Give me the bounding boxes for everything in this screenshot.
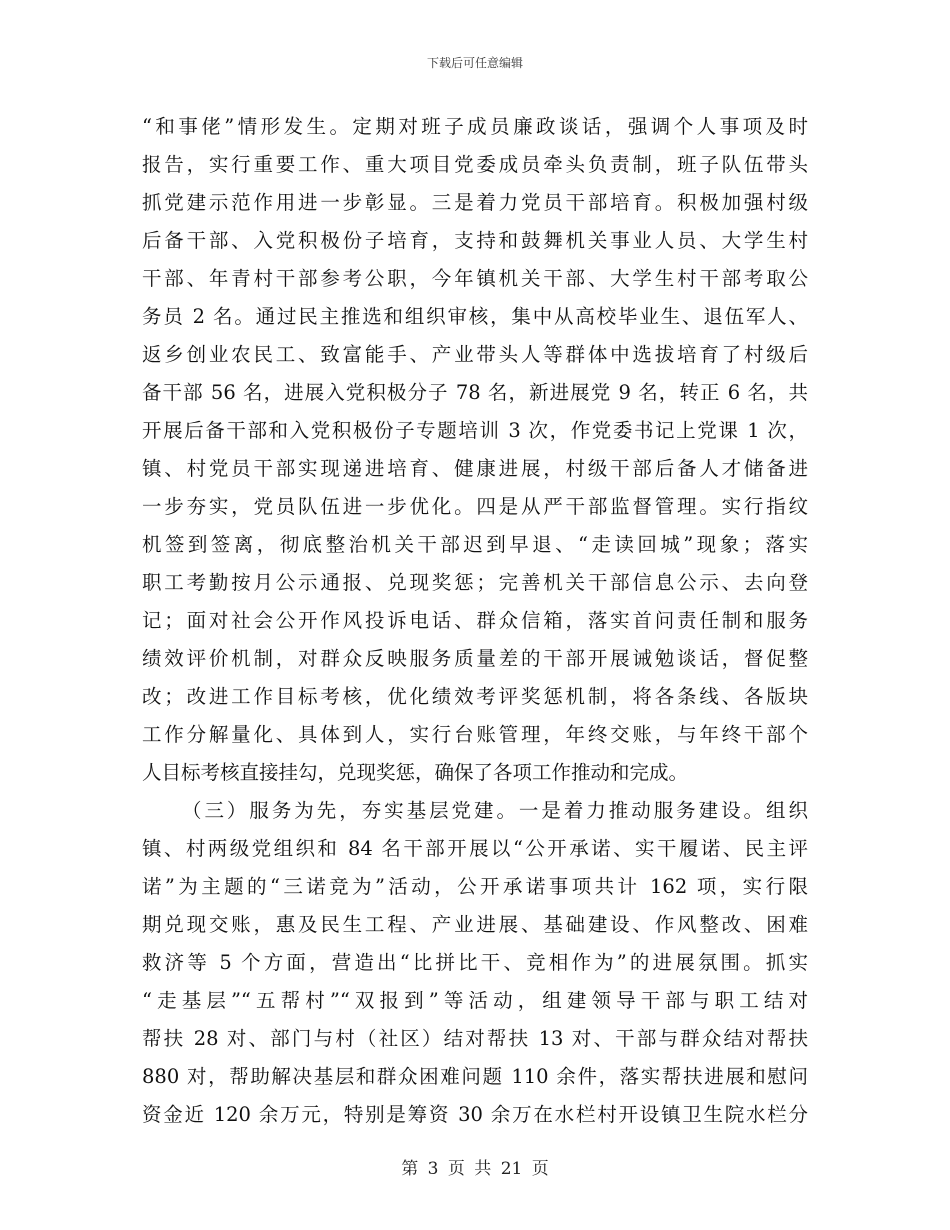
body-line: 救济等 5 个方面，营造出“比拼比干、竞相作为”的进展氛围。抓实 bbox=[142, 951, 808, 974]
body-line: “走基层”“五帮村”“双报到”等活动，组建领导干部与职工结对 bbox=[142, 989, 808, 1012]
body-line: 记；面对社会公开作风投诉电话、群众信箱，落实首问责任制和服务 bbox=[142, 609, 808, 632]
body-line: 抓党建示范作用进一步彰显。三是着力党员干部培育。积极加强村级 bbox=[142, 191, 808, 214]
body-line: 绩效评价机制，对群众反映服务质量差的干部开展诫勉谈话，督促整 bbox=[142, 647, 808, 670]
body-line-paragraph-end: 人目标考核直接挂勾，兑现奖惩，确保了各项工作推动和完成。 bbox=[142, 761, 689, 784]
body-line: 一步夯实，党员队伍进一步优化。四是从严干部监督管理。实行指纹 bbox=[142, 495, 808, 518]
body-line: 职工考勤按月公示通报、兑现奖惩；完善机关干部信息公示、去向登 bbox=[142, 571, 808, 594]
body-line: 帮扶 28 对、部门与村（社区）结对帮扶 13 对、干部与群众结对帮扶 bbox=[142, 1027, 808, 1050]
body-line: 期兑现交账，惠及民生工程、产业进展、基础建设、作风整改、困难 bbox=[142, 913, 808, 936]
body-line: 镇、村两级党组织和 84 名干部开展以“公开承诺、实干履诺、民主评 bbox=[142, 837, 808, 860]
body-line-paragraph-start: （三）服务为先，夯实基层党建。一是着力推动服务建设。组织 bbox=[182, 799, 808, 822]
body-line: 干部、年青村干部参考公职，今年镇机关干部、大学生村干部考取公 bbox=[142, 267, 808, 290]
body-line: 880 对，帮助解决基层和群众困难问题 110 余件，落实帮扶进展和慰问 bbox=[142, 1065, 808, 1088]
body-line: 资金近 120 余万元，特别是筹资 30 余万在水栏村开设镇卫生院水栏分 bbox=[142, 1103, 808, 1126]
body-line: 后备干部、入党积极份子培育，支持和鼓舞机关事业人员、大学生村 bbox=[142, 229, 808, 252]
document-body bbox=[142, 108, 808, 1134]
body-line: 返乡创业农民工、致富能手、产业带头人等群体中选拔培育了村级后 bbox=[142, 343, 808, 366]
body-line: 改；改进工作目标考核，优化绩效考评奖惩机制，将各条线、各版块 bbox=[142, 685, 808, 708]
body-line: 诺”为主题的“三诺竞为”活动，公开承诺事项共计 162 项，实行限 bbox=[142, 875, 808, 898]
body-line: 工作分解量化、具体到人，实行台账管理，年终交账，与年终干部个 bbox=[142, 723, 808, 746]
body-line: 机签到签离，彻底整治机关干部迟到早退、“走读回城”现象；落实 bbox=[142, 533, 808, 556]
body-line: 开展后备干部和入党积极份子专题培训 3 次，作党委书记上党课 1 次， bbox=[142, 419, 808, 442]
body-line: 镇、村党员干部实现递进培育、健康进展，村级干部后备人才储备进 bbox=[142, 457, 808, 480]
page-header: 下载后可任意编辑 bbox=[426, 56, 523, 70]
page-number-footer: 第 3 页 共 21 页 bbox=[401, 1159, 549, 1179]
body-line: “和事佬”情形发生。定期对班子成员廉政谈话，强调个人事项及时 bbox=[142, 115, 808, 138]
body-line: 报告，实行重要工作、重大项目党委成员牵头负责制，班子队伍带头 bbox=[142, 153, 808, 176]
body-line: 备干部 56 名，进展入党积极分子 78 名，新进展党 9 名，转正 6 名，共 bbox=[142, 381, 808, 404]
body-line: 务员 2 名。通过民主推选和组织审核，集中从高校毕业生、退伍军人、 bbox=[142, 305, 808, 328]
